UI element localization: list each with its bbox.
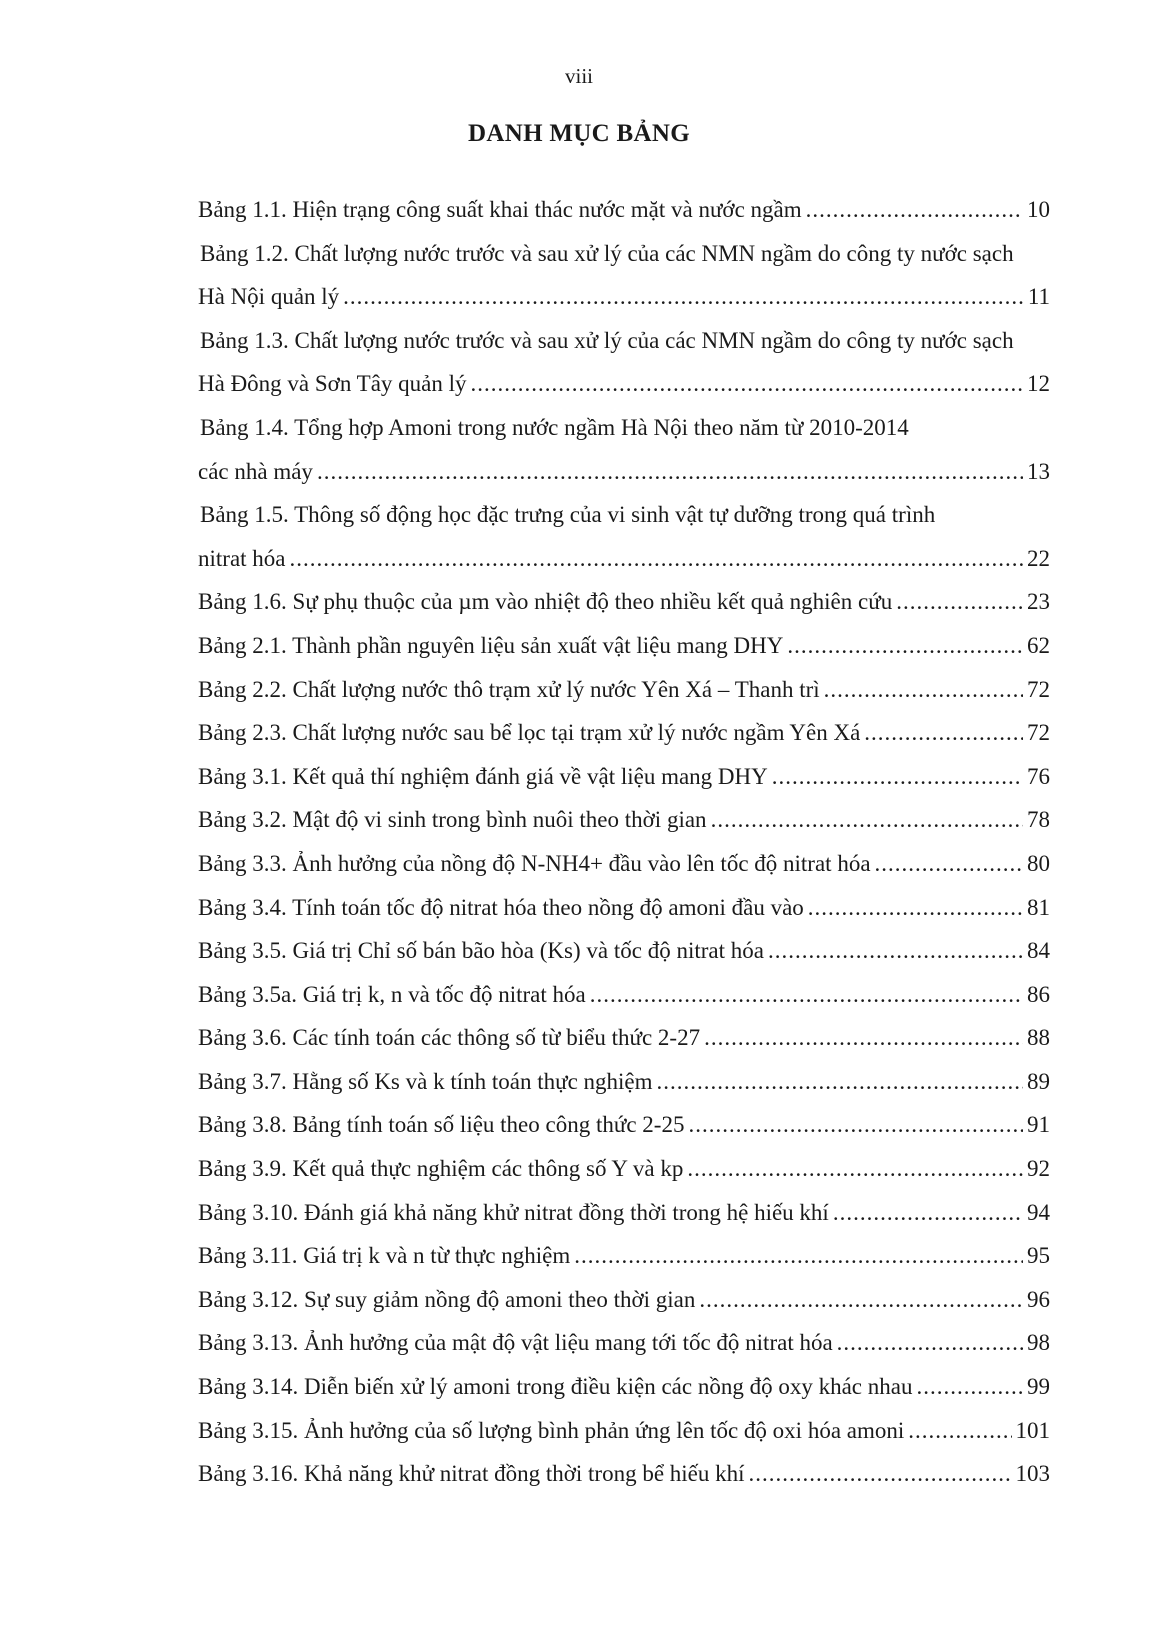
toc-entry-title: Bảng 2.1. Thành phần nguyên liệu sản xuất vật liệu mang DHY bbox=[198, 632, 784, 658]
toc-entry-line bbox=[198, 842, 1050, 886]
toc-entry-line bbox=[198, 1147, 1050, 1191]
toc-entry-title: Bảng 3.15. Ảnh hưởng của số lượng bình phản ứng lên tốc độ oxi hóa amoni bbox=[198, 1417, 905, 1443]
dot-leader bbox=[824, 668, 1023, 712]
toc-entry-line bbox=[198, 1409, 1050, 1453]
toc-page-number: 88 bbox=[1027, 1025, 1050, 1051]
toc-entry-title: Bảng 3.1. Kết quả thí nghiệm đánh giá về vật liệu mang DHY bbox=[198, 763, 768, 789]
dot-leader bbox=[704, 1016, 1023, 1060]
toc-page-number: 81 bbox=[1027, 894, 1050, 920]
toc-entry-line bbox=[198, 886, 1050, 930]
toc-entry-title: Bảng 1.5. Thông số động học đặc trưng của vi sinh vật tự dưỡng trong quá trình bbox=[200, 502, 936, 528]
toc-entry[interactable] bbox=[198, 842, 1050, 886]
toc-entry-line bbox=[198, 1452, 1050, 1496]
toc-entry[interactable] bbox=[198, 1278, 1050, 1322]
toc-entry-line bbox=[198, 450, 1050, 494]
toc-page-number: 99 bbox=[1027, 1374, 1050, 1400]
dot-leader bbox=[687, 1147, 1023, 1191]
toc-page-number: 94 bbox=[1027, 1199, 1050, 1225]
dot-leader bbox=[290, 537, 1024, 581]
toc-entry[interactable] bbox=[198, 1409, 1050, 1453]
toc-entry-line bbox=[198, 929, 1050, 973]
toc-entry[interactable] bbox=[198, 886, 1050, 930]
dot-leader bbox=[916, 1365, 1023, 1409]
toc-entry-continuation: nitrat hóa bbox=[198, 545, 286, 571]
toc-entry-line bbox=[198, 580, 1050, 624]
toc-entry-continuation: các nhà máy bbox=[198, 458, 313, 484]
toc-page-number: 95 bbox=[1027, 1243, 1050, 1269]
toc-entry[interactable] bbox=[198, 1016, 1050, 1060]
toc-page-number: 78 bbox=[1027, 807, 1050, 833]
toc-page-number: 80 bbox=[1027, 850, 1050, 876]
dot-leader bbox=[688, 1103, 1023, 1147]
toc-entry-title: Bảng 3.4. Tính toán tốc độ nitrat hóa theo nồng độ amoni đầu vào bbox=[198, 894, 804, 920]
toc-entry-title: Bảng 1.4. Tổng hợp Amoni trong nước ngầm Hà Nội theo năm từ 2010-2014 bbox=[200, 414, 909, 440]
toc-entry-title: Bảng 3.11. Giá trị k và n từ thực nghiệm bbox=[198, 1243, 571, 1269]
toc-entry-line bbox=[198, 1234, 1050, 1278]
toc-page-number: 89 bbox=[1027, 1068, 1050, 1094]
toc-entry-title: Bảng 1.2. Chất lượng nước trước và sau xử lý của các NMN ngầm do công ty nước sạch bbox=[200, 240, 1014, 266]
toc-entry-title: Bảng 1.3. Chất lượng nước trước và sau xử lý của các NMN ngầm do công ty nước sạch bbox=[200, 327, 1014, 353]
toc-page-number: 103 bbox=[1015, 1461, 1050, 1487]
dot-leader bbox=[574, 1234, 1023, 1278]
toc-entry-title: Bảng 2.3. Chất lượng nước sau bể lọc tại trạm xử lý nước ngầm Yên Xá bbox=[198, 720, 861, 746]
toc-entry-title: Bảng 3.16. Khả năng khử nitrat đồng thời trong bể hiếu khí bbox=[198, 1461, 745, 1487]
toc-page-number: 12 bbox=[1027, 371, 1050, 397]
toc-entry-title: Bảng 3.7. Hằng số Ks và k tính toán thực nghiệm bbox=[198, 1068, 653, 1094]
toc-entry[interactable] bbox=[198, 232, 1050, 319]
toc-entry-title: Bảng 3.10. Đánh giá khả năng khử nitrat đồng thời trong hệ hiếu khí bbox=[198, 1199, 829, 1225]
dot-leader bbox=[772, 755, 1023, 799]
toc-entry[interactable] bbox=[198, 624, 1050, 668]
toc-entry-line bbox=[198, 711, 1050, 755]
toc-entry-title: Bảng 3.14. Diễn biến xử lý amoni trong điều kiện các nồng độ oxy khác nhau bbox=[198, 1374, 913, 1400]
toc-entry-line bbox=[198, 1321, 1050, 1365]
toc-entry-line bbox=[198, 188, 1050, 232]
dot-leader bbox=[833, 1191, 1023, 1235]
toc-entry[interactable] bbox=[198, 668, 1050, 712]
toc-page-number: 72 bbox=[1027, 720, 1050, 746]
toc-page-number: 22 bbox=[1027, 545, 1050, 571]
toc-entry-continuation: Hà Nội quản lý bbox=[198, 284, 340, 310]
toc-entry[interactable] bbox=[198, 493, 1050, 580]
toc-entry-title: Bảng 1.1. Hiện trạng công suất khai thác nước mặt và nước ngầm bbox=[198, 197, 802, 222]
toc-page-number: 98 bbox=[1027, 1330, 1050, 1356]
dot-leader bbox=[657, 1060, 1023, 1104]
page-number: viii bbox=[564, 64, 593, 88]
toc-entry-line bbox=[198, 1060, 1050, 1104]
toc-entry[interactable] bbox=[198, 973, 1050, 1017]
toc-entry[interactable] bbox=[198, 711, 1050, 755]
toc-page-number: 91 bbox=[1027, 1112, 1050, 1138]
toc-entry-line bbox=[198, 668, 1050, 712]
dot-leader bbox=[317, 450, 1023, 494]
toc-entry-line bbox=[198, 798, 1050, 842]
toc-entry-title: Bảng 3.5. Giá trị Chỉ số bán bão hòa (Ks) và tốc độ nitrat hóa bbox=[198, 938, 764, 964]
toc-entry-line bbox=[198, 755, 1050, 799]
toc-entry-line bbox=[198, 275, 1050, 319]
dot-leader bbox=[699, 1278, 1023, 1322]
toc-entry-line bbox=[198, 624, 1050, 668]
dot-leader bbox=[768, 929, 1023, 973]
toc-page-number: 72 bbox=[1027, 676, 1050, 702]
toc-entry-title: Bảng 3.12. Sự suy giảm nồng độ amoni theo thời gian bbox=[198, 1286, 696, 1312]
toc-entry[interactable] bbox=[198, 406, 1050, 493]
toc-entry-title: Bảng 3.3. Ảnh hưởng của nồng độ N-NH4+ đầu vào lên tốc độ nitrat hóa bbox=[198, 850, 871, 876]
toc-entry-line bbox=[198, 973, 1050, 1017]
toc-entry-title: Bảng 3.13. Ảnh hưởng của mật độ vật liệu mang tới tốc độ nitrat hóa bbox=[198, 1330, 833, 1356]
toc-page-number: 13 bbox=[1027, 458, 1050, 484]
toc-page-number: 101 bbox=[1015, 1417, 1050, 1443]
toc-page-number: 86 bbox=[1027, 981, 1050, 1007]
table-list bbox=[198, 188, 1050, 1496]
toc-entry[interactable] bbox=[198, 319, 1050, 406]
toc-entry[interactable] bbox=[198, 1234, 1050, 1278]
page-title: DANH MỤC BẢNG bbox=[468, 120, 690, 147]
dot-leader bbox=[875, 842, 1023, 886]
dot-leader bbox=[808, 886, 1023, 930]
dot-leader bbox=[787, 624, 1023, 668]
dot-leader bbox=[749, 1452, 1012, 1496]
dot-leader bbox=[896, 580, 1023, 624]
toc-entry-title: Bảng 3.6. Các tính toán các thông số từ biểu thức 2-27 bbox=[198, 1025, 701, 1051]
toc-entry[interactable] bbox=[198, 1103, 1050, 1147]
toc-page-number: 62 bbox=[1027, 632, 1050, 658]
dot-leader bbox=[590, 973, 1023, 1017]
toc-entry-title: Bảng 3.2. Mật độ vi sinh trong bình nuôi theo thời gian bbox=[198, 807, 707, 833]
dot-leader bbox=[908, 1409, 1011, 1453]
toc-entry-line bbox=[198, 1191, 1050, 1235]
dot-leader bbox=[471, 362, 1023, 406]
toc-page-number: 84 bbox=[1027, 938, 1050, 964]
toc-entry[interactable] bbox=[198, 1191, 1050, 1235]
toc-entry-line bbox=[198, 1103, 1050, 1147]
toc-entry[interactable] bbox=[198, 580, 1050, 624]
toc-entry[interactable] bbox=[198, 1060, 1050, 1104]
toc-entry-title: Bảng 3.5a. Giá trị k, n và tốc độ nitrat hóa bbox=[198, 981, 586, 1007]
toc-page-number: 11 bbox=[1027, 284, 1050, 310]
toc-entry[interactable] bbox=[198, 1147, 1050, 1191]
toc-entry-continuation: Hà Đông và Sơn Tây quản lý bbox=[198, 371, 467, 397]
toc-entry-title: Bảng 3.8. Bảng tính toán số liệu theo công thức 2-25 bbox=[198, 1112, 685, 1138]
toc-entry-line bbox=[198, 362, 1050, 406]
toc-entry-line bbox=[198, 1365, 1050, 1409]
dot-leader bbox=[837, 1321, 1023, 1365]
dot-leader bbox=[864, 711, 1023, 755]
toc-entry-line bbox=[198, 537, 1050, 581]
dot-leader bbox=[343, 275, 1024, 319]
toc-entry-title: Bảng 1.6. Sự phụ thuộc của µm vào nhiệt độ theo nhiều kết quả nghiên cứu bbox=[198, 589, 893, 615]
toc-page-number: 23 bbox=[1027, 589, 1050, 615]
toc-entry-title: Bảng 3.9. Kết quả thực nghiệm các thông số Y và kp bbox=[198, 1156, 684, 1182]
dot-leader bbox=[711, 798, 1023, 842]
toc-page-number: 10 bbox=[1027, 197, 1050, 222]
toc-entry-line bbox=[198, 1278, 1050, 1322]
dot-leader bbox=[806, 188, 1023, 232]
toc-page-number: 76 bbox=[1027, 763, 1050, 789]
toc-entry[interactable] bbox=[198, 929, 1050, 973]
toc-entry[interactable] bbox=[198, 188, 1050, 232]
toc-page-number: 96 bbox=[1027, 1286, 1050, 1312]
toc-page-number: 92 bbox=[1027, 1156, 1050, 1182]
toc-entry-line bbox=[198, 1016, 1050, 1060]
toc-entry[interactable] bbox=[198, 1452, 1050, 1496]
toc-entry[interactable] bbox=[198, 1365, 1050, 1409]
toc-entry[interactable] bbox=[198, 1321, 1050, 1365]
toc-entry[interactable] bbox=[198, 755, 1050, 799]
toc-entry[interactable] bbox=[198, 798, 1050, 842]
toc-entry-title: Bảng 2.2. Chất lượng nước thô trạm xử lý nước Yên Xá – Thanh trì bbox=[198, 676, 820, 702]
